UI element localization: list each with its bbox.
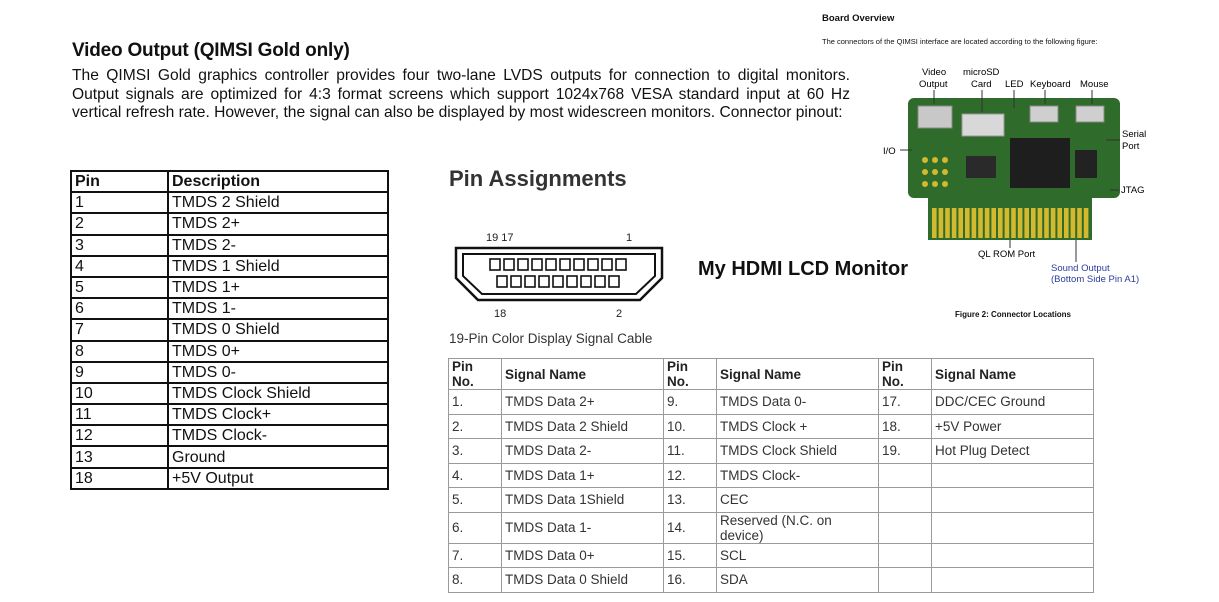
label-keyboard: Keyboard [1030, 79, 1071, 90]
signal-name-cell: TMDS Data 0- [717, 390, 879, 415]
gold-finger [1031, 208, 1036, 238]
signal-row [449, 488, 1094, 513]
label-io: I/O [883, 146, 896, 157]
signal-pin-cell [879, 463, 932, 488]
signal-name-cell: +5V Power [932, 414, 1094, 439]
signal-pin-cell: 5. [449, 488, 502, 513]
gold-finger [978, 208, 983, 238]
pinout-row [71, 298, 388, 319]
hdmi-label-2: 2 [616, 308, 623, 320]
pinout-row [71, 256, 388, 277]
label-serial-1: Serial [1122, 129, 1147, 140]
signal-pin-cell [879, 543, 932, 568]
signal-header-name-3: Signal Name [932, 359, 1094, 390]
signal-name-cell: TMDS Clock- [717, 463, 879, 488]
hdmi-label-19-17: 19 17 [486, 232, 514, 244]
signal-row [449, 463, 1094, 488]
pinout-pin-cell: 8 [71, 341, 168, 362]
label-jtag: JTAG [1121, 185, 1145, 196]
signal-name-cell: Reserved (N.C. on device) [717, 512, 879, 543]
pinout-description-cell: TMDS Clock- [168, 425, 388, 446]
memory-chip [966, 156, 996, 178]
pinout-description-cell: TMDS Clock Shield [168, 383, 388, 404]
fpga-chip [1010, 138, 1070, 188]
pinout-row [71, 341, 388, 362]
pinout-row [71, 192, 388, 213]
connector-pinout-table [70, 170, 389, 490]
gold-finger [1005, 208, 1010, 238]
gold-finger [952, 208, 957, 238]
signal-name-cell: DDC/CEC Ground [932, 390, 1094, 415]
signal-header-row [449, 359, 1094, 390]
signal-header-name-2: Signal Name [717, 359, 879, 390]
label-microsd-1: microSD [963, 67, 1000, 78]
signal-header-pin-2: Pin No. [664, 359, 717, 390]
video-output-description: The QIMSI Gold graphics controller provides four two-lane LVDS outputs for connection to digital monitors. Output signals are optimized for 4:3 format screens which support 1024x768 VESA standard input at 60 Hz vertical refresh rate. However, the signal can also be displayed by most widescreen monitors. Connector pinout: [72, 67, 850, 121]
signal-row [449, 390, 1094, 415]
pin-assignments-title: Pin Assignments [449, 166, 627, 191]
pinout-pin-cell: 9 [71, 362, 168, 383]
signal-name-cell [932, 488, 1094, 513]
pinout-pin-cell: 5 [71, 277, 168, 298]
pinout-header-row [71, 171, 388, 192]
gold-finger [1064, 208, 1069, 238]
label-ql-rom: QL ROM Port [978, 249, 1036, 260]
gold-finger [1057, 208, 1062, 238]
signal-name-cell: TMDS Data 1Shield [502, 488, 664, 513]
signal-pin-cell [879, 568, 932, 593]
pinout-pin-cell: 10 [71, 383, 168, 404]
signal-name-cell: SCL [717, 543, 879, 568]
pinout-row [71, 468, 388, 489]
label-sound-output-2: (Bottom Side Pin A1) [1051, 274, 1140, 285]
board-photo-diagram [870, 60, 1170, 285]
gold-finger [1084, 208, 1089, 238]
signal-row [449, 439, 1094, 464]
signal-name-cell: TMDS Data 1- [502, 512, 664, 543]
pinout-row [71, 425, 388, 446]
signal-header-pin-3: Pin No. [879, 359, 932, 390]
gold-finger [1051, 208, 1056, 238]
gold-finger [1038, 208, 1043, 238]
pinout-row [71, 213, 388, 234]
pinout-pin-cell: 12 [71, 425, 168, 446]
signal-name-cell: Hot Plug Detect [932, 439, 1094, 464]
signal-name-cell: TMDS Data 2- [502, 439, 664, 464]
signal-row [449, 568, 1094, 593]
hdmi-label-18: 18 [494, 308, 507, 320]
cable-caption: 19-Pin Color Display Signal Cable [449, 331, 653, 346]
signal-pin-cell: 15. [664, 543, 717, 568]
signal-name-cell: TMDS Data 2 Shield [502, 414, 664, 439]
signal-pin-cell: 8. [449, 568, 502, 593]
signal-assignment-table [448, 358, 1094, 593]
signal-pin-cell: 6. [449, 512, 502, 543]
pinout-description-cell: Ground [168, 446, 388, 467]
pinout-description-cell: TMDS 0- [168, 362, 388, 383]
pinout-pin-cell: 18 [71, 468, 168, 489]
pinout-row [71, 404, 388, 425]
pinout-description-cell: TMDS 0 Shield [168, 319, 388, 340]
small-chip [1075, 150, 1097, 178]
video-output-connector [918, 106, 952, 128]
gold-finger [939, 208, 944, 238]
signal-pin-cell: 10. [664, 414, 717, 439]
signal-name-cell [932, 543, 1094, 568]
pinout-pin-cell: 11 [71, 404, 168, 425]
pinout-pin-cell: 4 [71, 256, 168, 277]
monitor-label: My HDMI LCD Monitor [698, 258, 908, 280]
label-serial-2: Port [1122, 141, 1140, 152]
board-overview-title: Board Overview [822, 13, 895, 24]
gold-finger [998, 208, 1003, 238]
signal-name-cell [932, 463, 1094, 488]
pinout-description-cell: TMDS 1+ [168, 277, 388, 298]
signal-name-cell: TMDS Data 1+ [502, 463, 664, 488]
signal-pin-cell: 7. [449, 543, 502, 568]
gold-finger [1018, 208, 1023, 238]
signal-pin-cell: 4. [449, 463, 502, 488]
hdmi-connector-diagram [450, 228, 670, 323]
pinout-description-cell: TMDS 2- [168, 235, 388, 256]
signal-pin-cell: 16. [664, 568, 717, 593]
gold-finger [1024, 208, 1029, 238]
signal-pin-cell: 1. [449, 390, 502, 415]
signal-name-cell [932, 568, 1094, 593]
pinout-description-cell: TMDS 1 Shield [168, 256, 388, 277]
signal-pin-cell: 18. [879, 414, 932, 439]
gold-finger [991, 208, 996, 238]
pinout-description-cell: TMDS 2 Shield [168, 192, 388, 213]
microsd-slot [962, 114, 1004, 136]
signal-name-cell: TMDS Data 0+ [502, 543, 664, 568]
pinout-description-cell: TMDS 1- [168, 298, 388, 319]
signal-pin-cell: 19. [879, 439, 932, 464]
pinout-pin-cell: 7 [71, 319, 168, 340]
signal-pin-cell [879, 512, 932, 543]
signal-pin-cell: 11. [664, 439, 717, 464]
label-video-output-1: Video [922, 67, 947, 78]
pinout-row [71, 235, 388, 256]
signal-header-pin-1: Pin No. [449, 359, 502, 390]
gold-finger [945, 208, 950, 238]
gold-finger [1044, 208, 1049, 238]
signal-name-cell: TMDS Data 2+ [502, 390, 664, 415]
figure-caption: Figure 2: Connector Locations [955, 310, 1072, 319]
pinout-row [71, 319, 388, 340]
signal-pin-cell [879, 488, 932, 513]
gold-finger [985, 208, 990, 238]
signal-pin-cell: 3. [449, 439, 502, 464]
io-pads [922, 157, 948, 187]
signal-row [449, 512, 1094, 543]
signal-pin-cell: 2. [449, 414, 502, 439]
pinout-description-cell: TMDS 0+ [168, 341, 388, 362]
gold-finger [965, 208, 970, 238]
hdmi-label-1: 1 [626, 232, 633, 244]
pinout-description-cell: TMDS Clock+ [168, 404, 388, 425]
video-output-title: Video Output (QIMSI Gold only) [72, 40, 350, 61]
pinout-pin-cell: 3 [71, 235, 168, 256]
label-led: LED [1005, 79, 1024, 90]
mouse-connector [1076, 106, 1104, 122]
pinout-pin-cell: 13 [71, 446, 168, 467]
pinout-row [71, 362, 388, 383]
label-video-output-2: Output [919, 79, 948, 90]
signal-name-cell: CEC [717, 488, 879, 513]
label-microsd-2: Card [971, 79, 992, 90]
label-sound-output-1: Sound Output [1051, 263, 1110, 274]
gold-finger [1071, 208, 1076, 238]
gold-finger [1011, 208, 1016, 238]
gold-finger [958, 208, 963, 238]
signal-pin-cell: 9. [664, 390, 717, 415]
pinout-header-pin: Pin [71, 171, 168, 192]
signal-row [449, 543, 1094, 568]
signal-pin-cell: 12. [664, 463, 717, 488]
signal-pin-cell: 17. [879, 390, 932, 415]
signal-name-cell: TMDS Data 0 Shield [502, 568, 664, 593]
pinout-pin-cell: 6 [71, 298, 168, 319]
pinout-header-description: Description [168, 171, 388, 192]
board-overview-description: The connectors of the QIMSI interface are located according to the following figure: [822, 37, 1098, 46]
pinout-row [71, 446, 388, 467]
gold-finger [1077, 208, 1082, 238]
gold-finger [932, 208, 937, 238]
pinout-pin-cell: 2 [71, 213, 168, 234]
signal-pin-cell: 13. [664, 488, 717, 513]
pinout-row [71, 277, 388, 298]
pinout-row [71, 383, 388, 404]
gold-finger [972, 208, 977, 238]
keyboard-connector [1030, 106, 1058, 122]
pinout-description-cell: TMDS 2+ [168, 213, 388, 234]
signal-name-cell: SDA [717, 568, 879, 593]
signal-name-cell [932, 512, 1094, 543]
signal-pin-cell: 14. [664, 512, 717, 543]
pinout-description-cell: +5V Output [168, 468, 388, 489]
label-mouse: Mouse [1080, 79, 1109, 90]
pinout-pin-cell: 1 [71, 192, 168, 213]
signal-name-cell: TMDS Clock Shield [717, 439, 879, 464]
signal-row [449, 414, 1094, 439]
signal-name-cell: TMDS Clock + [717, 414, 879, 439]
signal-header-name-1: Signal Name [502, 359, 664, 390]
